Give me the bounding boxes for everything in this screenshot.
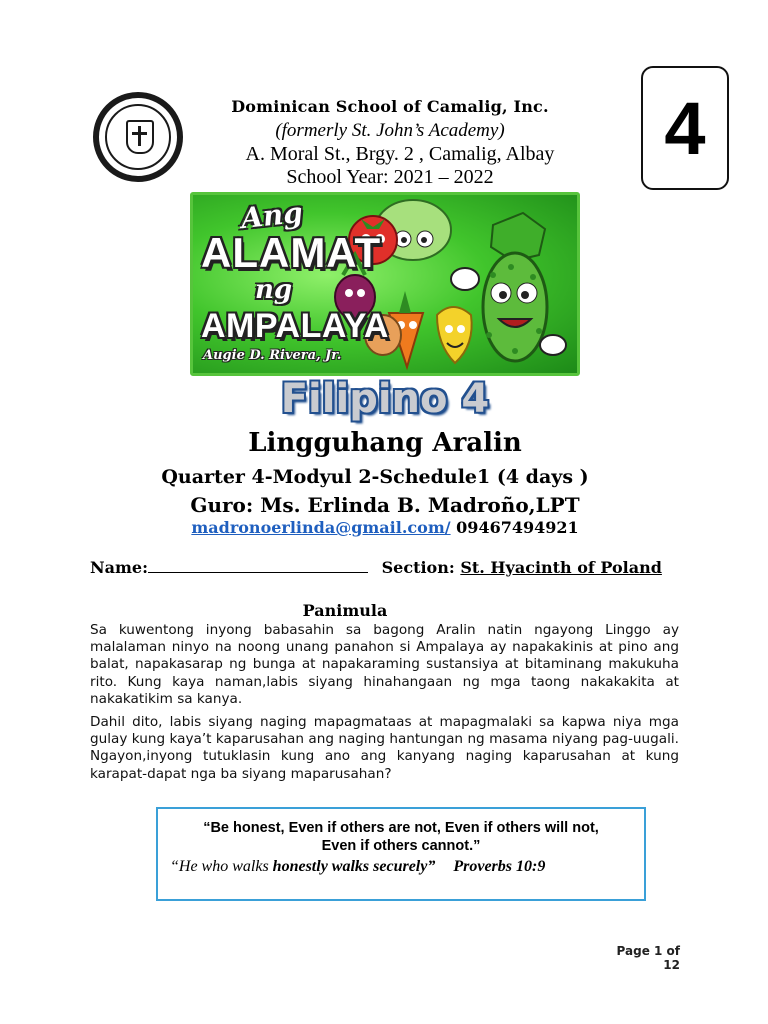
quote-line-2: Even if others cannot.” bbox=[321, 838, 481, 854]
banner-author: Augie D. Rivera, Jr. bbox=[203, 348, 342, 363]
page-number: Page 1 of 12 bbox=[616, 944, 680, 972]
school-address: A. Moral St., Brgy. 2 , Camalig, Albay bbox=[245, 143, 555, 165]
banner-title-ang: Ang bbox=[239, 195, 305, 236]
shield-cross-icon bbox=[126, 120, 154, 154]
intro-paragraph-1: Sa kuwentong inyong babasahin sa bagong Aralin natin ngayong Linggo ay malalaman ninyo na noong unang panahon si Ampalaya ay napakakinis at pino ang balat, napakasarap ng bunga at napakaraming sustansiya at bitaminang makukuha rito. Kung kaya naman,labis siyang hinahangaan ng mga taong nakakakita at nakakatikim sa kanya. bbox=[90, 622, 679, 707]
honesty-quote bbox=[158, 819, 644, 855]
proverb-reference: Proverbs 10:9 bbox=[453, 858, 546, 875]
panimula-heading: Panimula bbox=[302, 601, 388, 620]
school-name: Dominican School of Camalig, Inc. bbox=[231, 97, 549, 116]
section-value: St. Hyacinth of Poland bbox=[460, 558, 662, 577]
phone-number: 09467494921 bbox=[456, 518, 579, 537]
proverb-quote bbox=[170, 858, 640, 876]
email-link[interactable]: madronoerlinda@gmail.com/ bbox=[191, 518, 451, 537]
school-logo bbox=[93, 92, 183, 182]
banner-title-ng: ng bbox=[255, 275, 293, 305]
school-former-name: (formerly St. John’s Academy) bbox=[275, 120, 505, 141]
name-blank[interactable] bbox=[148, 558, 368, 573]
subject-title: Filipino 4 bbox=[280, 376, 490, 422]
teacher-contact bbox=[150, 518, 620, 537]
name-label: Name: bbox=[90, 558, 149, 577]
proverb-text-bold: honestly walks securely” bbox=[272, 858, 436, 875]
teacher-name: Guro: Ms. Erlinda B. Madroño,LPT bbox=[190, 493, 580, 517]
quote-box bbox=[156, 807, 646, 901]
grade-badge: 4 bbox=[641, 66, 729, 190]
school-year: School Year: 2021 – 2022 bbox=[286, 166, 494, 188]
quarter-module: Quarter 4-Modyul 2-Schedule1 (4 days ) bbox=[161, 466, 589, 488]
quote-line-1: “Be honest, Even if others are not, Even if others will not, bbox=[203, 820, 599, 836]
banner-title-ampalaya: AMPALAYA bbox=[201, 307, 389, 345]
story-banner bbox=[190, 192, 580, 376]
student-info-line bbox=[90, 558, 690, 577]
proverb-text-start: “He who walks bbox=[170, 858, 273, 875]
banner-title-alamat: ALAMAT bbox=[201, 229, 382, 276]
intro-paragraph-2: Dahil dito, labis siyang naging mapagmataas at mapagmalaki sa kapwa niya mga gulay kung kaya’t kaparusahan ang naging hantungan ng masama niyang pag-uugali. Ngayon,inyong tutuklasin kung ano ang kanyang naging kaparusahan at kung karapat-dapat nga ba siyang maparusahan? bbox=[90, 714, 679, 782]
section-label: Section: bbox=[381, 558, 455, 577]
lesson-title: Lingguhang Aralin bbox=[248, 428, 522, 458]
